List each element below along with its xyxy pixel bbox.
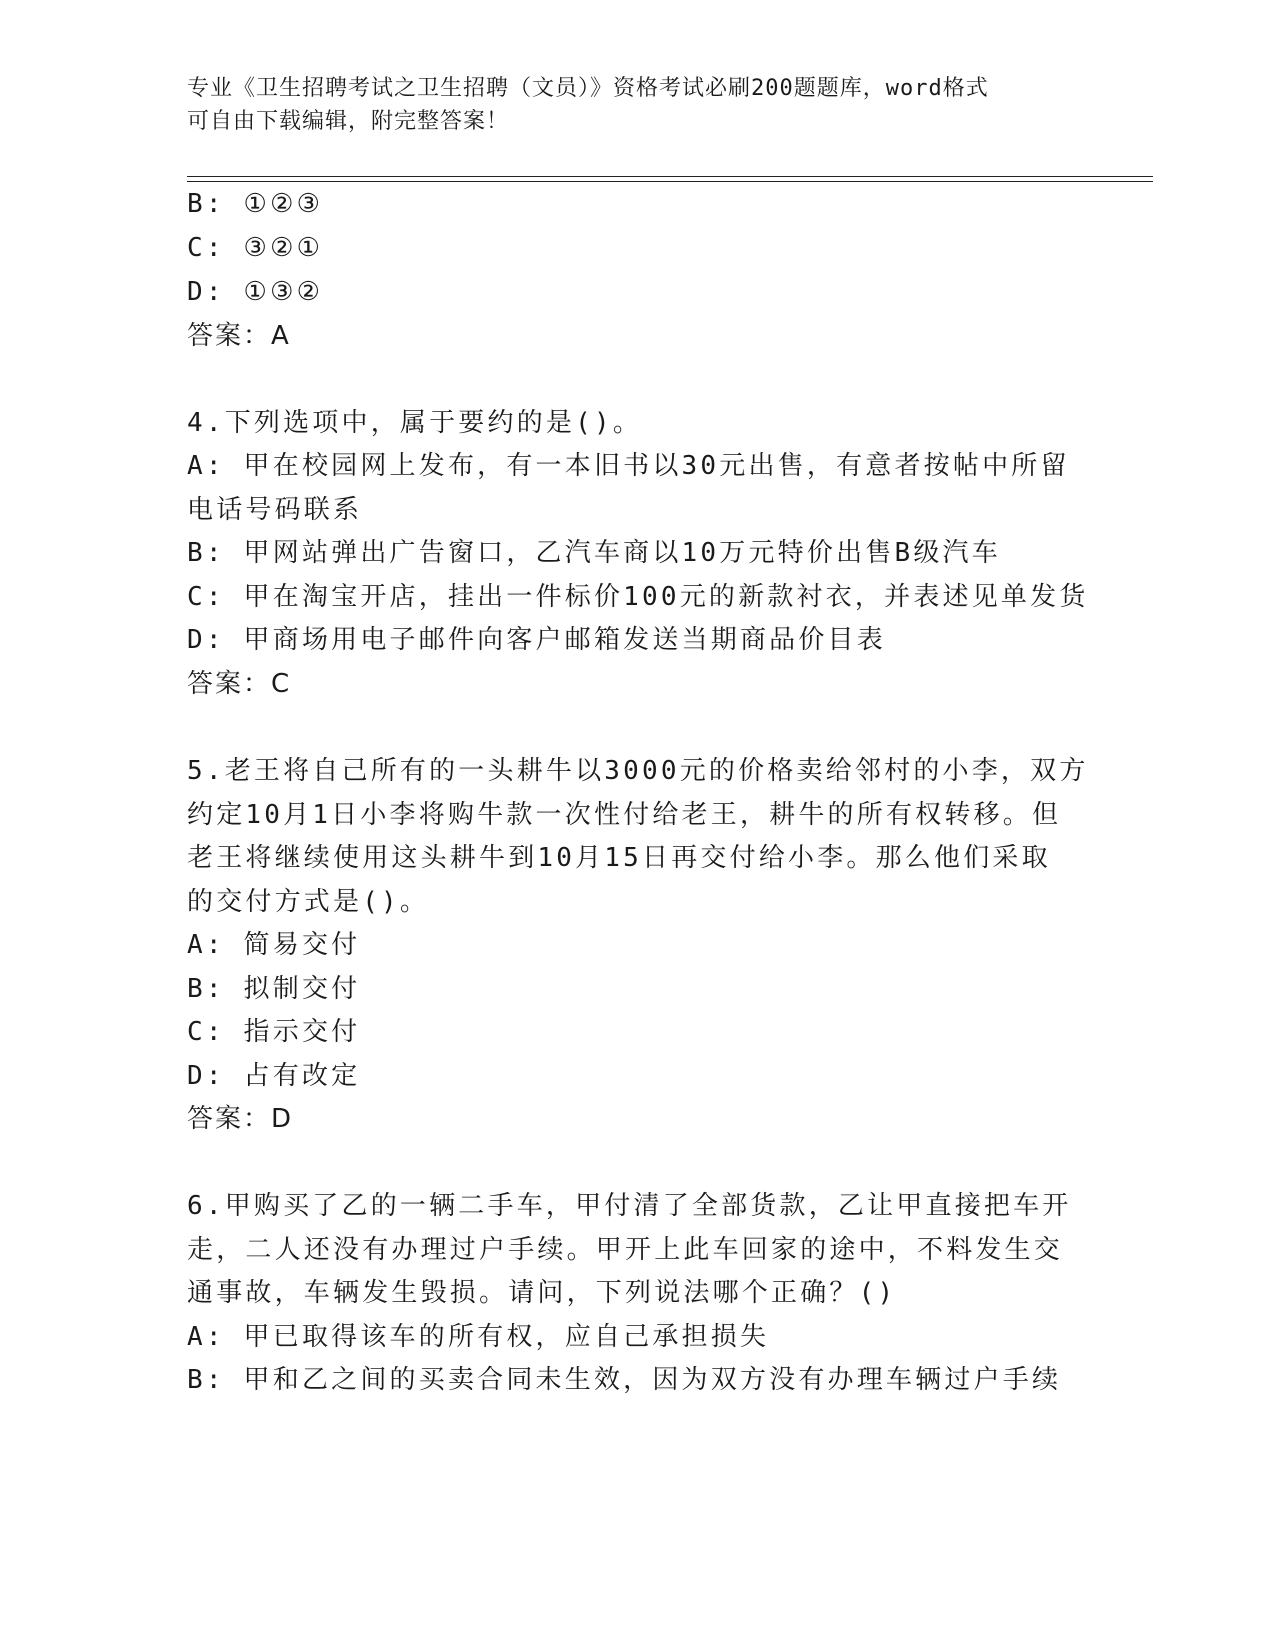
q3-option-d: D: ①③② xyxy=(187,277,324,307)
q6-option-a: A: 甲已取得该车的所有权，应自己承担损失 xyxy=(187,1322,770,1352)
q5-option-c: C: 指示交付 xyxy=(187,1017,361,1047)
q4-option-a-line-2: 电话号码联系 xyxy=(187,495,363,525)
document-header xyxy=(187,72,1067,138)
q3-option-c: C: ③②① xyxy=(187,233,324,263)
header-divider-bottom xyxy=(187,181,1153,182)
q5-stem-line-2: 约定10月1日小李将购牛款一次性付给老王，耕牛的所有权转移。但 xyxy=(187,800,1062,830)
q5-option-d: D: 占有改定 xyxy=(187,1061,361,1091)
q4-stem: 4.下列选项中，属于要约的是()。 xyxy=(187,408,643,438)
q5-stem-line-1: 5.老王将自己所有的一头耕牛以3000元的价格卖给邻村的小李，双方 xyxy=(187,756,1089,786)
q5-stem-line-4: 的交付方式是()。 xyxy=(187,887,430,917)
header-title-line-1: 专业《卫生招聘考试之卫生招聘（文员）》资格考试必刷200题题库，word格式 xyxy=(187,76,989,101)
q3-answer: 答案：A xyxy=(187,321,291,351)
q4-option-c: C: 甲在淘宝开店，挂出一件标价100元的新款衬衣，并表述见单发货 xyxy=(187,582,1089,612)
q3-option-b: B: ①②③ xyxy=(187,189,324,219)
q5-option-b: B: 拟制交付 xyxy=(187,974,361,1004)
q4-option-d: D: 甲商场用电子邮件向客户邮箱发送当期商品价目表 xyxy=(187,625,886,655)
q4-option-b: B: 甲网站弹出广告窗口，乙汽车商以10万元特价出售B级汽车 xyxy=(187,538,1001,568)
q4-option-a-line-1: A: 甲在校园网上发布，有一本旧书以30元出售，有意者按帖中所留 xyxy=(187,451,1070,481)
q6-stem-line-3: 通事故，车辆发生毁损。请问，下列说法哪个正确？() xyxy=(187,1278,897,1308)
q4-answer: 答案：C xyxy=(187,669,292,699)
q6-option-b: B: 甲和乙之间的买卖合同未生效，因为双方没有办理车辆过户手续 xyxy=(187,1365,1062,1395)
header-title-line-2: 可自由下载编辑，附完整答案！ xyxy=(187,109,510,134)
q5-answer: 答案：D xyxy=(187,1104,294,1134)
q5-option-a: A: 简易交付 xyxy=(187,930,361,960)
q6-stem-line-1: 6.甲购买了乙的一辆二手车，甲付清了全部货款，乙让甲直接把车开 xyxy=(187,1191,1072,1221)
header-divider-top xyxy=(187,176,1153,177)
q5-stem-line-3: 老王将继续使用这头耕牛到10月15日再交付给小李。那么他们采取 xyxy=(187,843,1051,873)
q6-stem-line-2: 走，二人还没有办理过户手续。甲开上此车回家的途中，不料发生交 xyxy=(187,1235,1064,1265)
